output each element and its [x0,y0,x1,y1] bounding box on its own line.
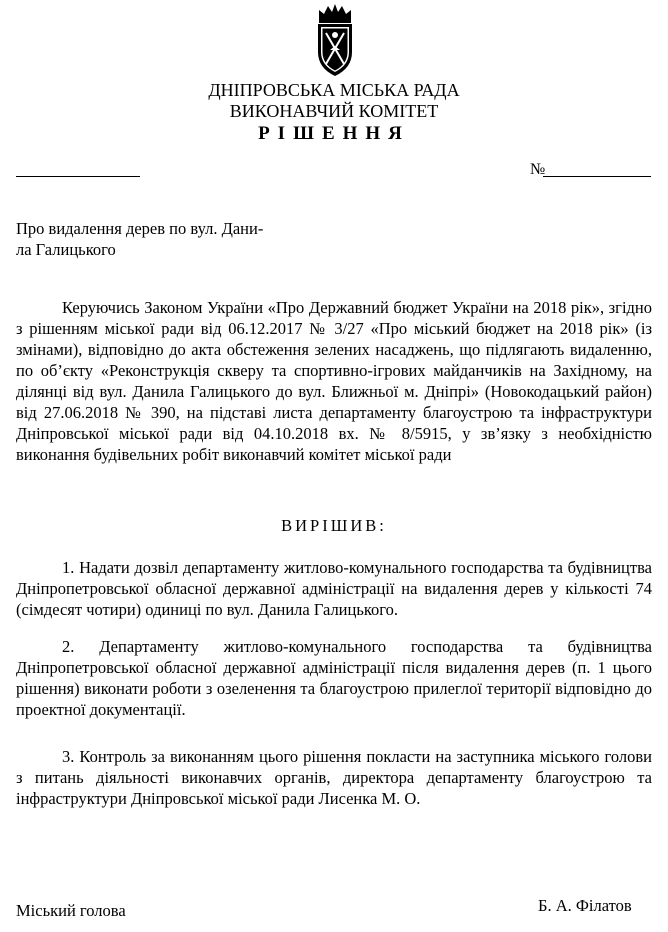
number-blank-line [543,176,651,177]
resolution-item-3: 3. Контроль за виконанням цього рішення покласти на заступника міського голови з питань діяльності виконавчих органів, директора департаменту благоустрою та інфраструктури Дніпровської міської ради Лисенка М. О. [16,747,652,808]
city-emblem-icon [310,2,360,78]
council-name: ДНІПРОВСЬКА МІСЬКА РАДА [208,80,460,100]
date-blank-line [16,176,140,177]
document-type: РІШЕННЯ [258,123,410,144]
subject-line: Про видалення дерев по вул. Дани- [16,219,264,238]
intro-paragraph: Керуючись Законом України «Про Державний бюджет України на 2018 рік», згідно з рішенням міської ради від 06.12.2017 № 3/27 «Про міський бюджет на 2018 рік» (із змінами), відповідно до акта обстеження зелених насаджень, що підлягають видаленню, по об’єкту «Реконструкція скверу та спортивно-ігрових майданчиків на Західному, на ділянці від вул. Данила Галицького до вул. Ближньої м. Дніпрі» (Новокодацький район) від 27.06.2018 № 390, на підставі листа департаменту благоустрою та інфраструктури Дніпровської міської ради від 04.10.2018 вх. № 8/5915, у зв’язку з необхідністю виконання будівельних робіт виконавчий комітет міської ради [16,298,652,464]
number-label: № [530,161,546,178]
subject-line: ла Галицького [16,240,116,259]
signatory-name: Б. А. Філатов [538,896,632,915]
document-subject [16,218,316,260]
committee-name: ВИКОНАВЧИЙ КОМІТЕТ [229,101,439,121]
resolution-item-2: 2. Департаменту житлово-комунального господарства та будівництва Дніпропетровської обласної державної адміністрації після видалення дерев (п. 1 цього рішення) виконати роботи з озеленення та благоустрою прилеглої території відповідно до проектної документації. [16,637,652,719]
resolution-item-1: 1. Надати дозвіл департаменту житлово-комунального господарства та будівництва Дніпропетровської обласної державної адміністрації на видалення дерев у кількості 74 (сімдесят чотири) одиниці по вул. Данила Галицького. [16,558,652,619]
resolved-heading: ВИРІШИВ: [281,516,387,535]
signatory-position: Міський голова [16,901,126,920]
